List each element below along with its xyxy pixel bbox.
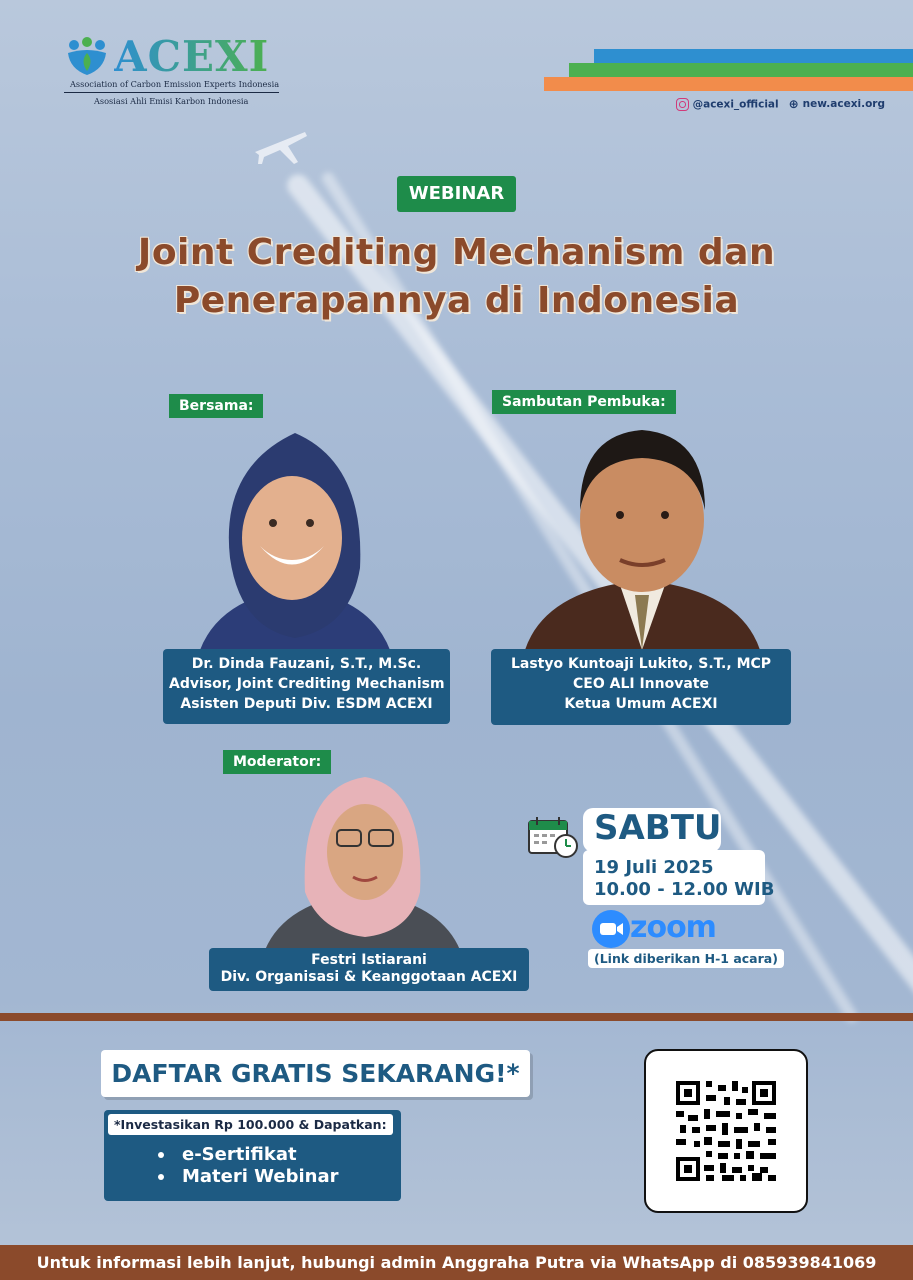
event-day: SABTU bbox=[594, 808, 722, 848]
footer-contact: Untuk informasi lebih lanjut, hubungi admin Anggraha Putra via WhatsApp di 085939841069 bbox=[0, 1245, 913, 1280]
speaker-name: Lastyo Kuntoaji Lukito, S.T., MCP bbox=[510, 656, 772, 672]
bullet-icon bbox=[158, 1174, 164, 1180]
speaker-card-dinda bbox=[163, 649, 450, 724]
zoom-logo-text: zoom bbox=[630, 910, 716, 945]
website-link[interactable]: ⊕ new.acexi.org bbox=[788, 97, 885, 111]
qr-code-icon bbox=[646, 1051, 806, 1211]
zoom-icon bbox=[592, 910, 630, 948]
bersama-label: Bersama: bbox=[169, 394, 263, 418]
invest-label: *Investasikan Rp 100.000 & Dapatkan: bbox=[108, 1114, 393, 1135]
speaker-role: Advisor, Joint Crediting Mechanism bbox=[169, 676, 445, 692]
instagram-link[interactable]: @acexi_official bbox=[676, 98, 779, 111]
bullet-icon bbox=[158, 1152, 164, 1158]
instagram-icon bbox=[676, 98, 689, 111]
moderator-name: Festri Istiarani bbox=[311, 952, 427, 968]
airplane-icon bbox=[250, 122, 310, 172]
stripe-blue bbox=[594, 49, 913, 63]
acexi-logo-icon bbox=[64, 37, 110, 77]
speaker-role: CEO ALI Innovate bbox=[573, 676, 709, 692]
speaker-card-lastyo bbox=[491, 649, 791, 725]
acexi-logo-text: ACEXI bbox=[114, 32, 270, 81]
event-title-line2: Penerapannya di Indonesia bbox=[173, 280, 740, 321]
benefit-item: Materi Webinar bbox=[158, 1166, 339, 1188]
speaker-photo-lastyo bbox=[525, 420, 760, 650]
acexi-logo bbox=[64, 32, 280, 106]
moderator-card-festri bbox=[209, 948, 529, 991]
benefit-item: e-Sertifikat bbox=[158, 1144, 339, 1166]
moderator-label: Moderator: bbox=[223, 750, 331, 774]
register-cta[interactable]: DAFTAR GRATIS SEKARANG!* bbox=[101, 1050, 530, 1097]
speaker-role: Ketua Umum ACEXI bbox=[564, 696, 718, 712]
logo-subtitle-id: Asosiasi Ahli Emisi Karbon Indonesia bbox=[94, 96, 249, 106]
event-title-line1: Joint Crediting Mechanism dan bbox=[137, 232, 776, 273]
zoom-link-note: (Link diberikan H-1 acara) bbox=[588, 949, 784, 968]
globe-icon: ⊕ bbox=[788, 97, 799, 111]
webinar-tag: WEBINAR bbox=[397, 176, 516, 212]
event-time: 10.00 - 12.00 WIB bbox=[594, 879, 775, 900]
stripe-orange bbox=[544, 77, 913, 91]
event-date: 19 Juli 2025 bbox=[594, 857, 714, 878]
speaker-photo-dinda bbox=[190, 428, 400, 650]
stripe-green bbox=[569, 63, 913, 77]
sambutan-label: Sambutan Pembuka: bbox=[492, 390, 676, 414]
speaker-name: Dr. Dinda Fauzani, S.T., M.Sc. bbox=[191, 656, 422, 672]
logo-subtitle-en: Association of Carbon Emission Experts Indonesia bbox=[64, 78, 279, 93]
moderator-role: Div. Organisasi & Keanggotaan ACEXI bbox=[220, 969, 518, 985]
speaker-role: Asisten Deputi Div. ESDM ACEXI bbox=[180, 696, 433, 712]
registration-qr-code[interactable] bbox=[644, 1049, 808, 1213]
moderator-photo-festri bbox=[265, 772, 460, 950]
social-links bbox=[676, 97, 885, 111]
benefits-list bbox=[158, 1144, 339, 1188]
calendar-clock-icon bbox=[527, 815, 579, 859]
section-divider bbox=[0, 1013, 913, 1021]
